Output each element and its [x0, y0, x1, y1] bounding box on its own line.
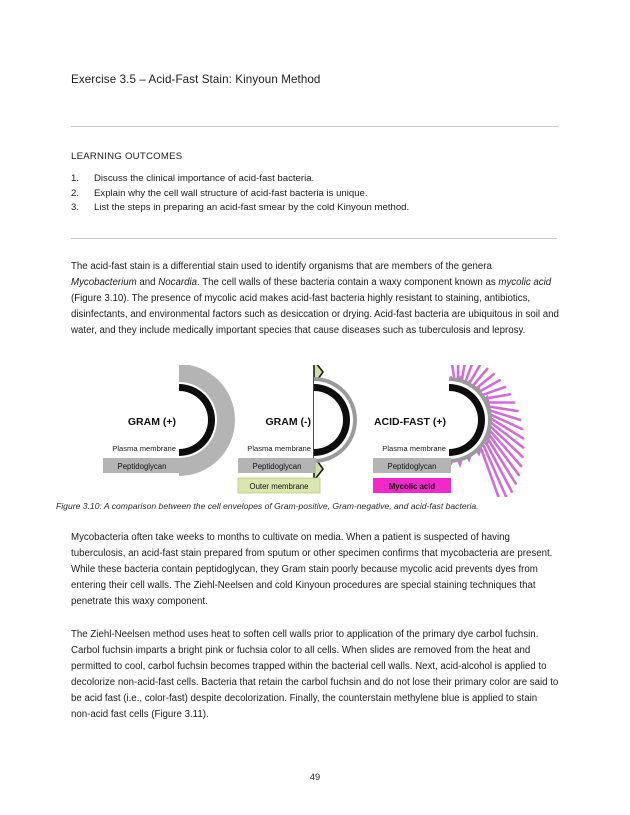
gram-positive-peptidoglycan-label: Peptidoglycan	[117, 462, 167, 471]
list-item	[71, 187, 541, 202]
body-paragraph-2: Mycobacteria often take weeks to months to cultivate on media. When a patient is suspected of having tuberculosis, an acid-fast stain prepared from sputum or other specimen confirms that mycobacteria are present. While these bacteria contain peptidoglycan, they Gram stain poorly because mycolic acid prevents dyes from entering their cell walls. The Ziehl-Neelsen and cold Kinyoun procedures are special staining techniques that penetrate this waxy component.	[71, 532, 553, 608]
paragraph-1-italic-mycolic-acid: mycolic acid	[498, 277, 552, 289]
paragraph-1-segment-b: and	[136, 277, 159, 289]
paragraph-1-segment-a: The acid-fast stain is a differential stain used to identify organisms that are members of the genera	[71, 261, 492, 272]
page-title: Exercise 3.5 – Acid-Fast Stain: Kinyoun Method	[71, 73, 321, 86]
divider-middle	[71, 238, 557, 239]
paragraph-1-segment-c: . The cell walls of these bacteria contain a waxy component known as	[197, 277, 499, 289]
learning-outcomes-heading: LEARNING OUTCOMES	[71, 151, 183, 162]
list-item	[71, 172, 541, 187]
acid-fast-peptidoglycan-label: Peptidoglycan	[387, 462, 437, 471]
divider-top	[71, 126, 559, 127]
list-item-number: 1.	[71, 173, 80, 184]
gram-negative-plasma-membrane-label: Plasma membrane	[247, 444, 311, 453]
gram-positive-plasma-membrane-label: Plasma membrane	[112, 444, 176, 453]
list-item-number: 2.	[71, 187, 80, 199]
learning-outcomes-list	[71, 172, 541, 216]
figure-3-10	[71, 365, 559, 497]
page-number: 49	[309, 772, 321, 782]
figure-caption: Figure 3.10: A comparison between the cell envelopes of Gram-positive, Gram-negative, and acid-fast bacteria.	[56, 501, 479, 511]
paragraph-1-segment-d: (Figure 3.10). The presence of mycolic acid makes acid-fast bacteria highly resistant to staining, antibiotics, disinfectants, and environmental factors such as desiccation or drying. Acid-fast bacteria are ubiquitous in soil and water, and they include medically important species that cause diseases such as tuberculosis and leprosy.	[71, 293, 559, 337]
gram-negative-outer-membrane-label: Outer membrane	[249, 482, 309, 491]
body-paragraph-1	[71, 259, 559, 339]
gram-negative-peptidoglycan-label: Peptidoglycan	[252, 462, 302, 471]
acid-fast-title: ACID-FAST (+)	[373, 416, 446, 428]
list-item-text: List the steps in preparing an acid-fast smear by the cold Kinyoun method.	[94, 202, 410, 214]
list-item-number: 3.	[71, 202, 80, 214]
gram-negative-title: GRAM (-)	[265, 416, 311, 428]
paragraph-1-italic-nocardia: Nocardia	[158, 277, 198, 289]
acid-fast-cell-diagram	[406, 365, 523, 497]
list-item-text: Discuss the clinical importance of acid-fast bacteria.	[94, 173, 315, 184]
body-paragraph-3: The Ziehl-Neelsen method uses heat to soften cell walls prior to application of the primary dye carbol fuchsin. Carbol fuchsin imparts a bright pink or fuchsia color to all cells. When slides are removed from the heat and permitted to cool, carbol fuchsin becomes trapped within the bacterial cell walls. Next, acid-alcohol is applied to decolorize non-acid-fast cells. Bacteria that retain the carbol fuchsin and do not lose their primary color are said to be acid fast (i.e., color-fast) despite decolorization. Finally, the counterstain methylene blue is applied to stain non-acid fast cells (Figure 3.11).	[71, 629, 559, 721]
paragraph-1-italic-mycobacterium: Mycobacterium	[71, 277, 137, 289]
acid-fast-mycolic-acid-label: Mycolic acid	[388, 482, 436, 491]
list-item-text: Explain why the cell wall structure of acid-fast bacteria is unique.	[94, 187, 368, 199]
acid-fast-plasma-membrane-label: Plasma membrane	[382, 444, 446, 453]
list-item	[71, 201, 541, 216]
gram-positive-title: GRAM (+)	[127, 416, 176, 428]
